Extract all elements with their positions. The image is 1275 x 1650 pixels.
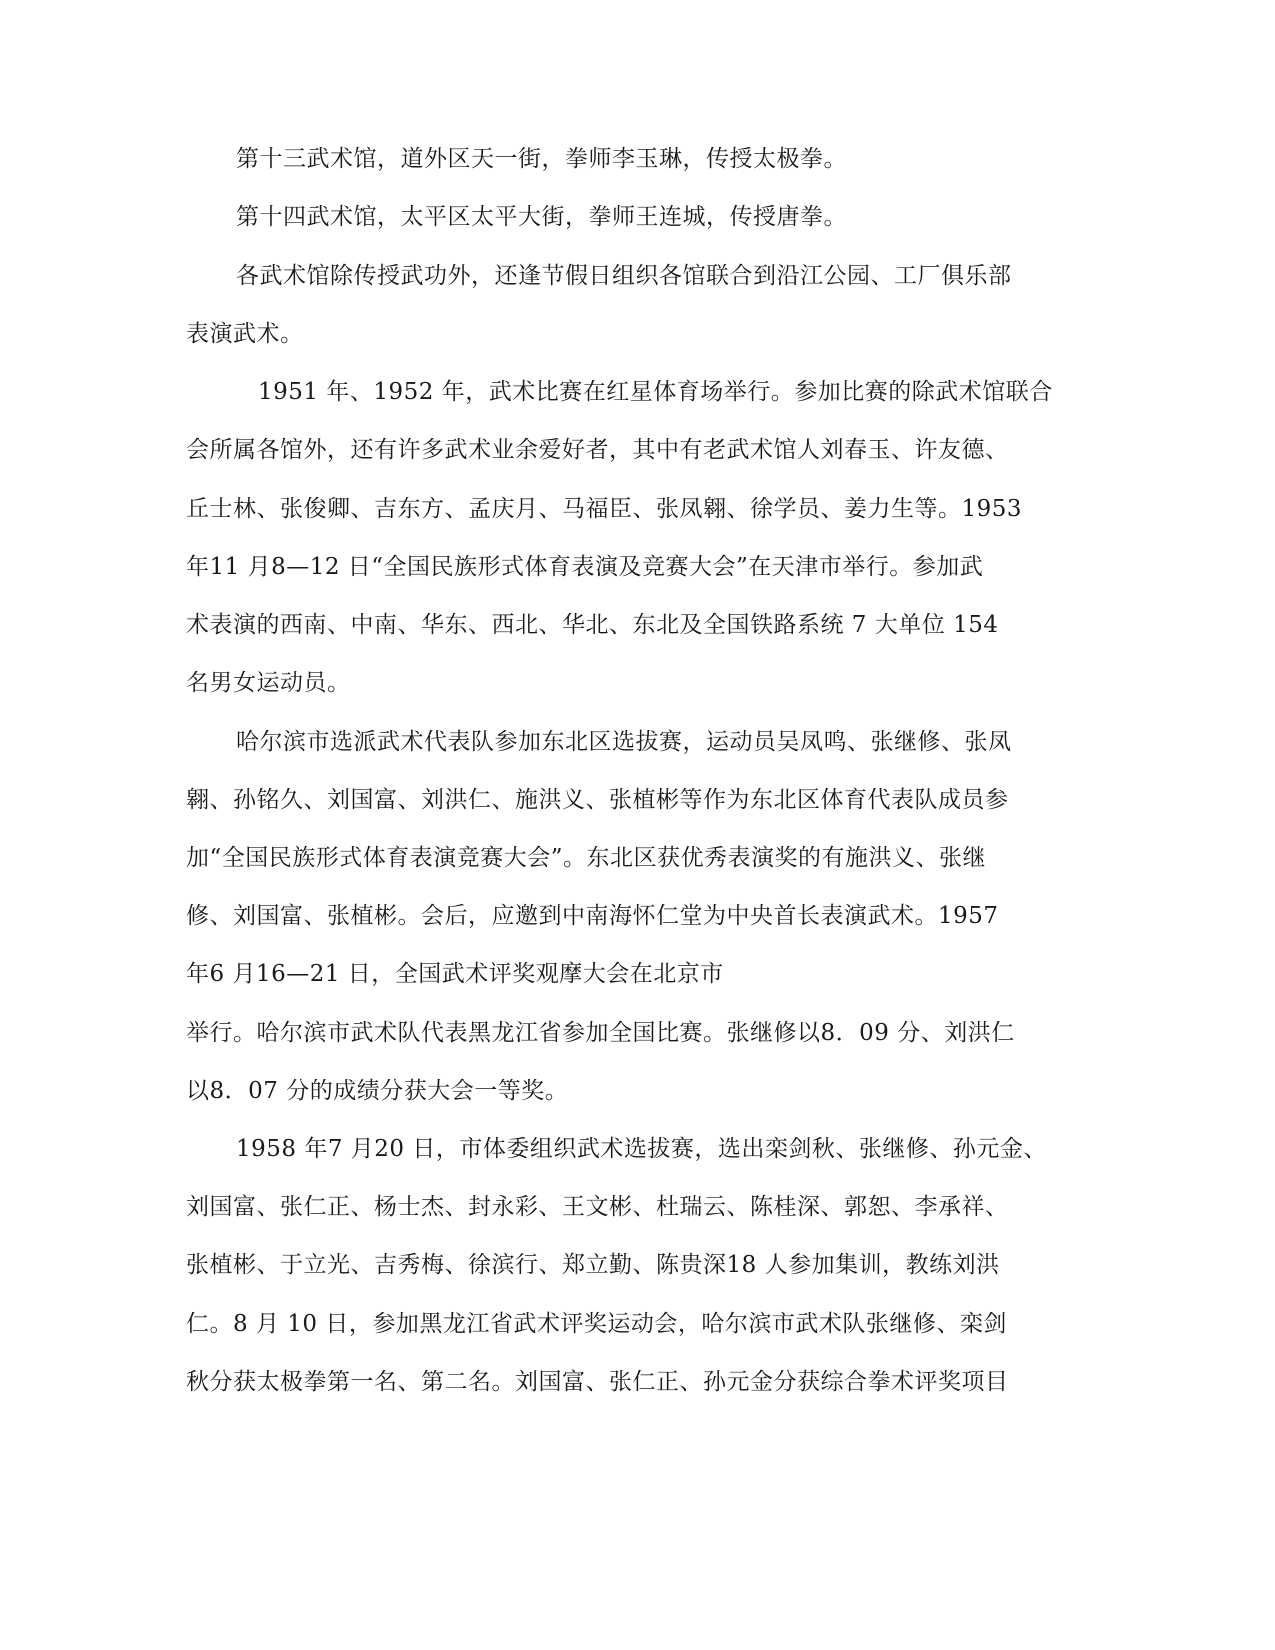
paragraph-line: 1958 年7 月20 日，市体委组织武术选拔赛，选出栾剑秋、张继修、孙元金、 — [236, 1136, 1047, 1162]
paragraph-line: 仁。8 月 10 日，参加黑龙江省武术评奖运动会，哈尔滨市武术队张继修、栾剑 — [186, 1311, 1007, 1337]
paragraph-line: 举行。哈尔滨市武术队代表黑龙江省参加全国比赛。张继修以8．09 分、刘洪仁 — [186, 1020, 1015, 1046]
paragraph-line: 以8．07 分的成绩分获大会一等奖。 — [186, 1078, 569, 1104]
paragraph-line: 会所属各馆外，还有许多武术业余爱好者，其中有老武术馆人刘春玉、许友德、 — [186, 437, 1009, 463]
paragraph-line: 年11 月8—12 日“全国民族形式体育表演及竞赛大会”在天津市举行。参加武 — [186, 554, 984, 580]
paragraph-line: 术表演的西南、中南、华东、西北、华北、东北及全国铁路系统 7 大单位 154 — [186, 612, 999, 638]
paragraph-line: 丘士林、张俊卿、吉东方、孟庆月、马福臣、张凤翱、徐学员、姜力生等。1953 — [186, 496, 1023, 522]
paragraph-line: 翱、孙铭久、刘国富、刘洪仁、施洪义、张植彬等作为东北区体育代表队成员参 — [186, 787, 1009, 813]
paragraph-line: 加“全国民族形式体育表演竞赛大会”。东北区获优秀表演奖的有施洪义、张继 — [186, 845, 987, 871]
paragraph-line: 第十三武术馆，道外区天一街，拳师李玉琳，传授太极拳。 — [236, 146, 847, 172]
paragraph-line: 1951 年、1952 年，武术比赛在红星体育场举行。参加比赛的除武术馆联合 — [258, 379, 1053, 405]
paragraph-line: 名男女运动员。 — [186, 670, 351, 696]
paragraph-line: 修、刘国富、张植彬。会后，应邀到中南海怀仁堂为中央首长表演武术。1957 — [186, 903, 999, 929]
paragraph-line: 各武术馆除传授武功外，还逢节假日组织各馆联合到沿江公园、工厂俱乐部 — [236, 263, 1012, 289]
paragraph-line: 刘国富、张仁正、杨士杰、封永彩、王文彬、杜瑞云、陈桂深、郭恕、李承祥、 — [186, 1194, 1009, 1220]
paragraph-line: 第十四武术馆，太平区太平大街，拳师王连城，传授唐拳。 — [236, 204, 847, 230]
paragraph-line: 表演武术。 — [186, 321, 304, 347]
paragraph-line: 张植彬、于立光、吉秀梅、徐滨行、郑立勤、陈贵深18 人参加集训，教练刘洪 — [186, 1252, 1000, 1278]
paragraph-line: 秋分获太极拳第一名、第二名。刘国富、张仁正、孙元金分获综合拳术评奖项目 — [186, 1369, 1009, 1395]
paragraph-line: 年6 月16—21 日，全国武术评奖观摩大会在北京市 — [186, 961, 724, 987]
paragraph-line: 哈尔滨市选派武术代表队参加东北区选拔赛，运动员吴凤鸣、张继修、张凤 — [236, 729, 1012, 755]
